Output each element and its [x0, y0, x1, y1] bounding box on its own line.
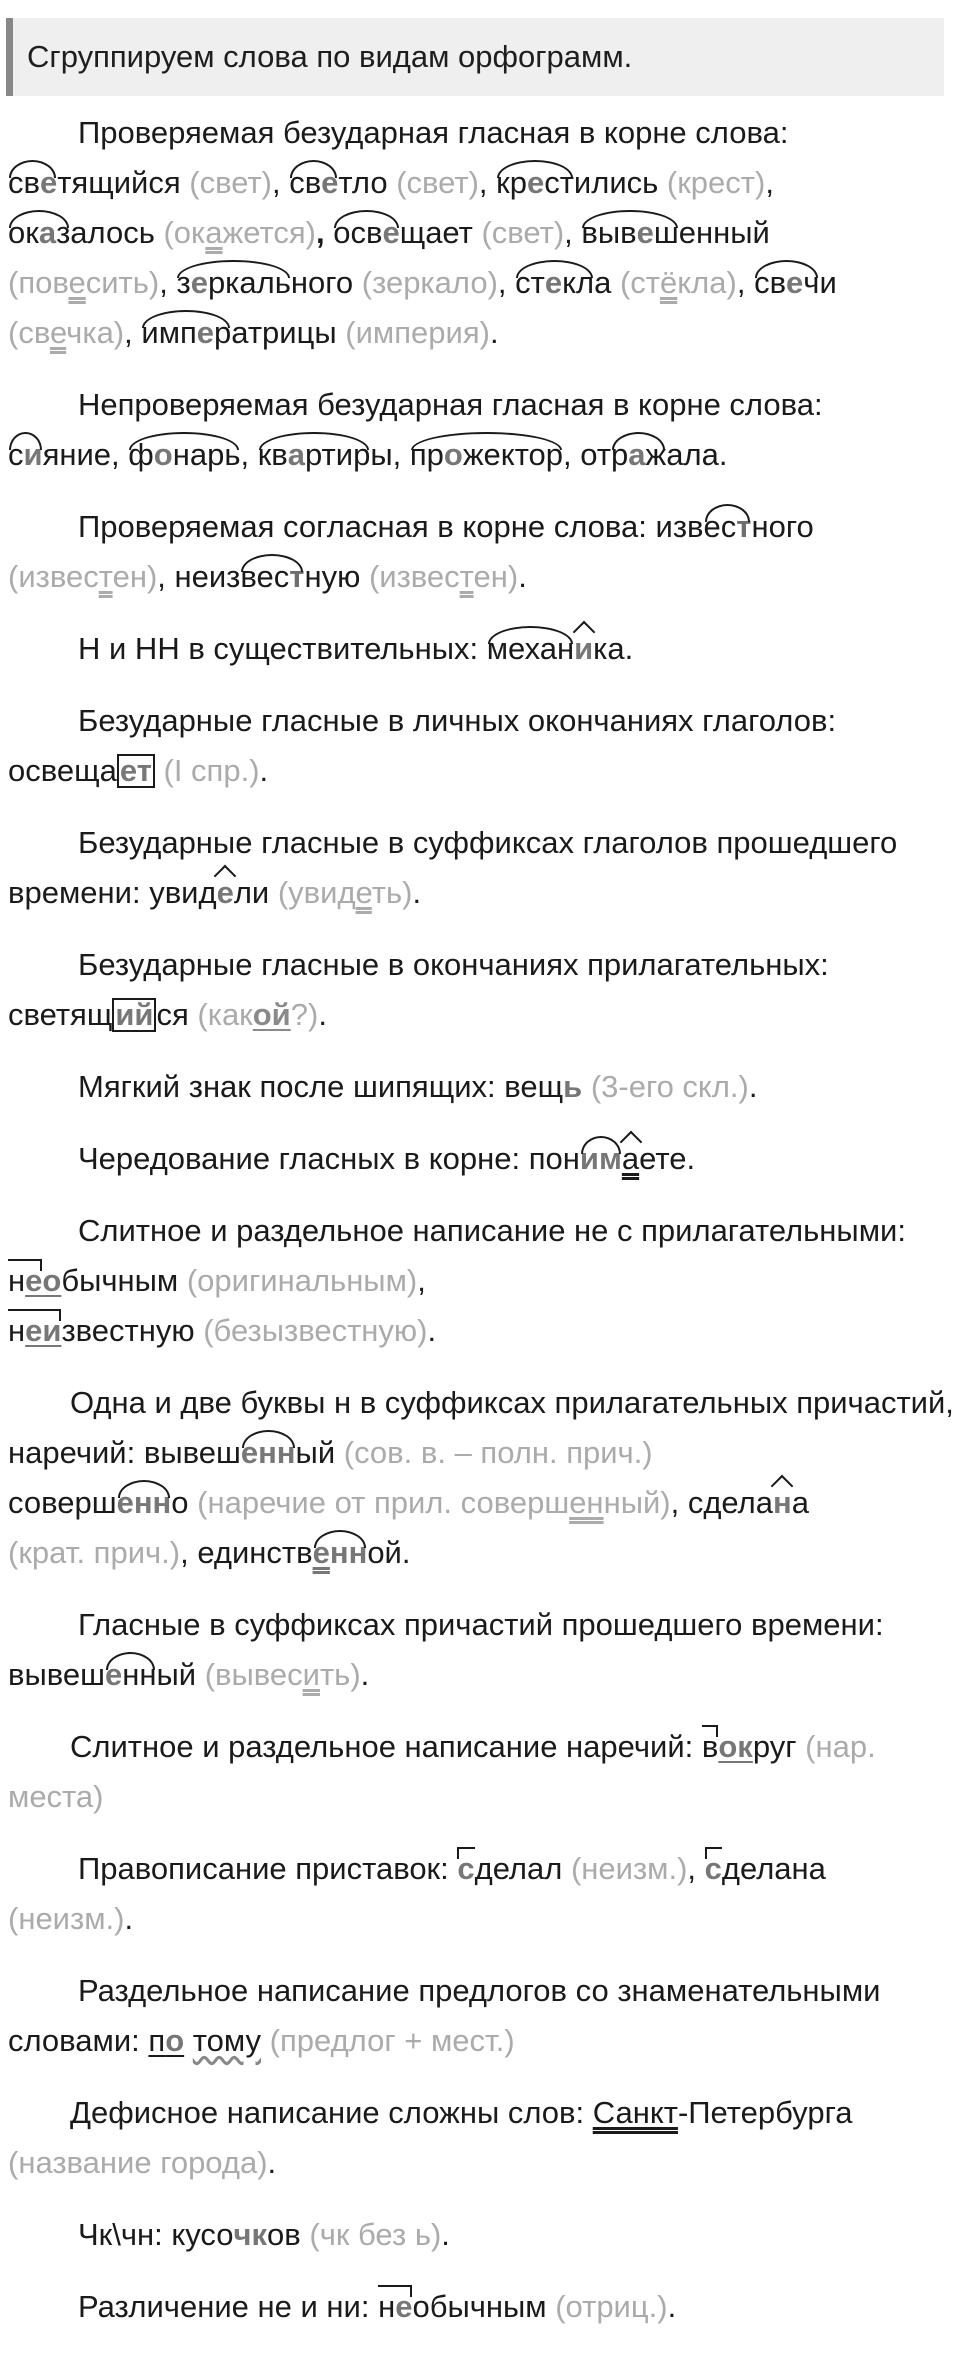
paragraph-chk-chn: Чк\чн: кусочков (чк без ь). — [78, 2217, 450, 2252]
hint: (наречие от прил. совершенный) — [197, 1485, 671, 1520]
hint: (неизм.) — [570, 1851, 688, 1886]
paragraph-title: Безударные гласные в личных окончаниях глаголов: — [78, 703, 837, 738]
paragraph-prefixes: Правописание приставок: сделал (неизм.), сделана (неизм.). — [8, 1844, 956, 1944]
section-header: Сгруппируем слова по видам орфограмм. — [6, 18, 944, 96]
paragraph-title: Безударные гласные в окончаниях прилагательных: — [78, 947, 829, 982]
word: вест — [240, 552, 304, 602]
paragraph-ne-ni: Различение не и ни: необычным (отриц.). — [8, 2282, 956, 2332]
paragraph-verb-suffix: Безударные гласные в суффиксах глаголов прошедшего времени: увидели (увидеть). — [8, 818, 956, 918]
document-body — [8, 108, 956, 2354]
hint: (нар. места) — [8, 1729, 876, 1814]
paragraph-title: Безударные гласные в суффиксах глаголов прошедшего времени: — [8, 825, 898, 910]
paragraph-checked-vowel: Проверяемая безударная гласная в корне слова: светящийся (свет), светло (свет), крестились (крест), оказалось (окажется), освещает (свет), вывешенный (повесить), зеркального (зеркало), стекла (стёкла), свечи (свечка), императрицы (империя). — [8, 108, 956, 358]
hint: (I спр.) — [163, 753, 260, 788]
hint: (безызвестную) — [203, 1313, 428, 1348]
paragraph-title: Проверяемая безударная гласная в корне слова: — [78, 115, 789, 150]
hint: (неизм.) — [8, 1901, 125, 1936]
hint: (известен) — [8, 559, 158, 594]
hint: (3-его скл.) — [590, 1069, 749, 1104]
hint: (повесить) — [8, 265, 160, 300]
hint: (название города) — [8, 2145, 268, 2180]
word: енн — [105, 1650, 157, 1700]
paragraph-title: Слитное и раздельное написание не с прилагательными: — [78, 1213, 906, 1248]
word: си — [8, 430, 43, 480]
paragraph-ne-adjectives: Слитное и раздельное написание не с прилагательными: необычным (оригинальным), неизвестную (безызвестную). — [8, 1206, 956, 1356]
paragraph-title: Различение не и ни: — [78, 2289, 370, 2324]
hint: (вывесить) — [204, 1657, 361, 1692]
word: оказ — [8, 208, 70, 258]
word: раж — [611, 430, 666, 480]
word: ест — [704, 502, 752, 552]
word: крест — [496, 158, 574, 208]
hint: (зеркало) — [361, 265, 498, 300]
paragraph-title: Мягкий знак после шипящих: — [78, 1069, 496, 1104]
word: енн — [313, 1528, 368, 1578]
word: вывеш — [581, 208, 678, 258]
word: зеркаль — [176, 258, 290, 308]
word: стекл — [515, 258, 594, 308]
word: свеч — [754, 258, 819, 308]
hint: (свет) — [481, 215, 565, 250]
paragraph-hyphen: Дефисное написание сложны слов: Санкт-Петербурга (название города). — [8, 2095, 853, 2180]
paragraph-title: Одна и две буквы н в суффиксах прилагательных причастий, наречий: — [8, 1385, 954, 1470]
hint: (сов. в. – полн. прич.) — [343, 1435, 653, 1470]
hint: (отриц.) — [555, 2289, 668, 2324]
word: квартир — [258, 430, 371, 480]
paragraph-n-nn-nouns: Н и НН в существительных: механика. — [8, 624, 956, 674]
hint: (известен) — [368, 559, 519, 594]
paragraph-title: Чк\чн: — [78, 2217, 163, 2252]
paragraph-adverbs: Слитное и раздельное написание наречий: вокруг (нар. места) — [8, 1722, 956, 1822]
hint: (крест) — [666, 165, 766, 200]
hint: (окажется) — [163, 215, 316, 250]
paragraph-title: Н и НН в существительных: — [78, 631, 479, 666]
hint: (империя) — [345, 315, 490, 350]
word: им — [580, 1134, 622, 1184]
hint: (предлог + мест.) — [269, 2023, 515, 2058]
hint: (свет) — [396, 165, 479, 200]
hint: (оригинальным) — [186, 1263, 418, 1298]
paragraph-title: Непроверяемая безударная гласная в корне слова: — [78, 387, 823, 422]
word: осве — [333, 208, 399, 258]
word: енн — [117, 1478, 172, 1528]
hint: (какой?) — [197, 997, 319, 1032]
paragraph-participle-suffix: Гласные в суффиксах причастий прошедшего времени: вывешенный (вывесить). — [8, 1600, 956, 1700]
paragraph-title: Раздельное написание предлогов со знаменательными словами: — [8, 1973, 881, 2058]
paragraph-title: Гласные в суффиксах причастий прошедшего времени: — [78, 1607, 884, 1642]
word: механ — [487, 624, 574, 674]
paragraph-prepositions: Раздельное написание предлогов со знаменательными словами: по тому (предлог + мест.) — [8, 1973, 881, 2058]
paragraph-verb-endings: Безударные гласные в личных окончаниях глаголов: освещает (I спр.). — [8, 703, 837, 788]
hint: (свечка) — [8, 315, 125, 350]
paragraph-n-nn-suffixes: Одна и две буквы н в суффиксах прилагательных причастий, наречий: вывешенный (сов. в. – полн. прич.) совершенно (наречие от прил. совершенный), сделана (крат. прич.), единственной. — [8, 1378, 956, 1578]
hint: (стёкла) — [619, 265, 737, 300]
word: енн — [241, 1428, 296, 1478]
word: све — [289, 158, 338, 208]
hint: (чк без ь) — [309, 2217, 442, 2252]
paragraph-adjective-endings: Безударные гласные в окончаниях прилагательных: светящийся (какой?). — [8, 947, 829, 1032]
hint: (крат. прич.) — [8, 1535, 181, 1570]
hint: (увидеть) — [277, 875, 413, 910]
paragraph-title: Правописание приставок: — [78, 1851, 449, 1886]
word: прожектор — [410, 430, 563, 480]
paragraph-unchecked-vowel: Непроверяемая безударная гласная в корне слова: сияние, фонарь, квартиры, прожектор, отражала. — [8, 380, 956, 480]
paragraph-title: Слитное и раздельное написание наречий: — [70, 1729, 694, 1764]
word: импер — [141, 308, 231, 358]
paragraph-title: Чередование гласных в корне: — [78, 1141, 521, 1176]
paragraph-soft-sign: Мягкий знак после шипящих: вещь (3-его скл.). — [78, 1069, 758, 1104]
word: све — [8, 158, 57, 208]
paragraph-title: Дефисное написание сложны слов: — [70, 2095, 585, 2130]
paragraph-title: Проверяемая согласная в корне слова: — [78, 509, 647, 544]
paragraph-checked-consonant: Проверяемая согласная в корне слова: известного (известен), неизвестную (известен). — [8, 502, 956, 602]
word: фонарь — [128, 430, 240, 480]
paragraph-alternation: Чередование гласных в корне: понимаете. — [8, 1134, 956, 1184]
hint: (свет) — [189, 165, 272, 200]
